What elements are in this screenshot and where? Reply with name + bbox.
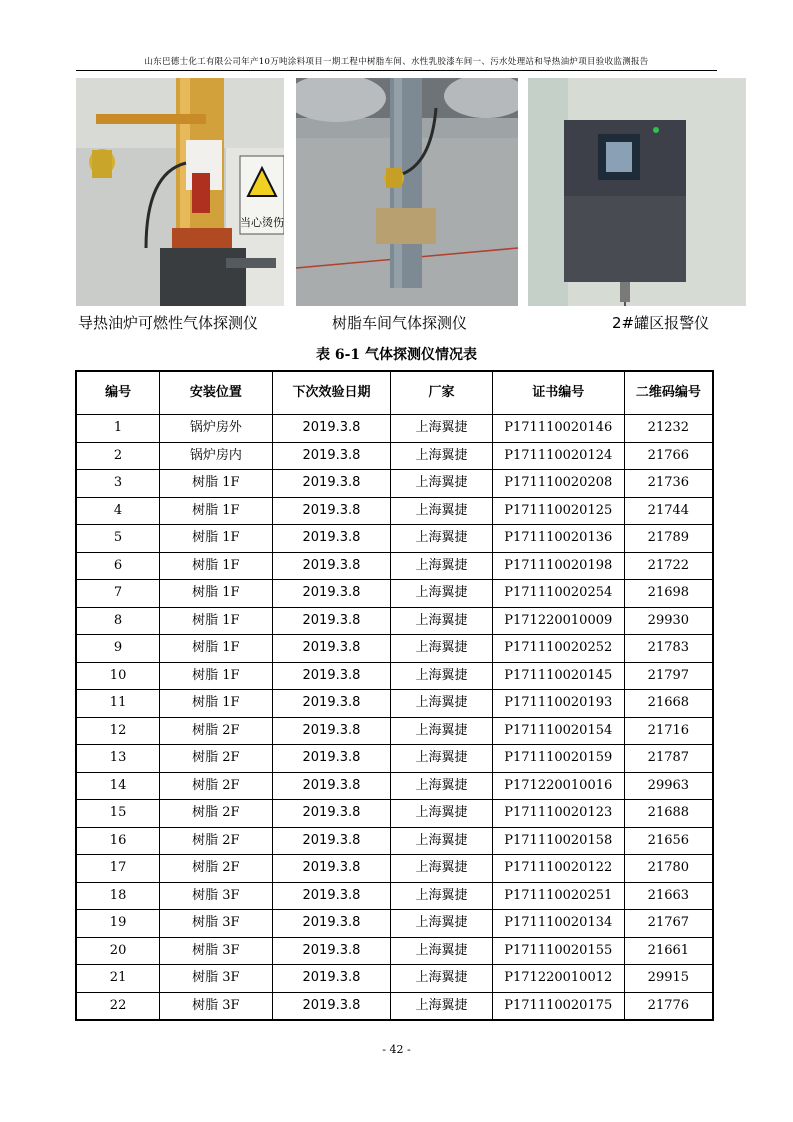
table-row [76,525,713,553]
table-row [76,772,713,800]
cell-date: 2019.3.8 [272,827,391,855]
table-title: 表 6-1 气体探测仪情况表 [315,347,478,363]
cell-qrcode: 21787 [624,745,713,773]
cell-maker: 上海翼捷 [391,800,493,828]
cell-qrcode: 21767 [624,910,713,938]
cell-no: 13 [76,745,160,773]
cell-maker: 上海翼捷 [391,635,493,663]
table-row [76,745,713,773]
cell-certificate: P171110020145 [492,662,624,690]
cell-date: 2019.3.8 [272,855,391,883]
cell-qrcode: 21766 [624,442,713,470]
table-row [76,690,713,718]
cell-certificate: P171110020251 [492,882,624,910]
cell-maker: 上海翼捷 [391,745,493,773]
cell-certificate: P171110020252 [492,635,624,663]
cell-no: 11 [76,690,160,718]
cell-location: 树脂 1F [160,690,272,718]
cell-no: 14 [76,772,160,800]
cell-qrcode: 29915 [624,965,713,993]
cell-qrcode: 21780 [624,855,713,883]
table-row [76,580,713,608]
cell-maker: 上海翼捷 [391,497,493,525]
cell-no: 1 [76,415,160,443]
cell-location: 树脂 2F [160,855,272,883]
table-row [76,992,713,1020]
cell-no: 7 [76,580,160,608]
cell-no: 20 [76,937,160,965]
cell-maker: 上海翼捷 [391,662,493,690]
table-row [76,800,713,828]
table-row [76,965,713,993]
cell-no: 18 [76,882,160,910]
cell-maker: 上海翼捷 [391,992,493,1020]
table-row [76,662,713,690]
cell-certificate: P171110020123 [492,800,624,828]
cell-qrcode: 21663 [624,882,713,910]
cell-maker: 上海翼捷 [391,855,493,883]
cell-location: 树脂 2F [160,800,272,828]
cell-certificate: P171110020155 [492,937,624,965]
cell-date: 2019.3.8 [272,992,391,1020]
cell-no: 10 [76,662,160,690]
cell-qrcode: 21797 [624,662,713,690]
cell-date: 2019.3.8 [272,580,391,608]
cell-qrcode: 21698 [624,580,713,608]
cell-certificate: P171110020134 [492,910,624,938]
cell-no: 9 [76,635,160,663]
cell-certificate: P171110020208 [492,470,624,498]
cell-maker: 上海翼捷 [391,415,493,443]
table-row [76,882,713,910]
cell-qrcode: 29930 [624,607,713,635]
table-header-row [76,371,713,415]
cell-location: 树脂 1F [160,552,272,580]
cell-date: 2019.3.8 [272,442,391,470]
cell-location: 树脂 3F [160,882,272,910]
table-row [76,717,713,745]
cell-maker: 上海翼捷 [391,827,493,855]
cell-qrcode: 21736 [624,470,713,498]
report-header: 山东巴德士化工有限公司年产10万吨涂料项目一期工程中树脂车间、水性乳胶漆车间一、污水处理站和导热油炉项目验收监测报告 [144,57,649,67]
cell-maker: 上海翼捷 [391,690,493,718]
cell-maker: 上海翼捷 [391,717,493,745]
cell-location: 树脂 1F [160,580,272,608]
cell-date: 2019.3.8 [272,497,391,525]
cell-qrcode: 21789 [624,525,713,553]
table-row [76,635,713,663]
cell-date: 2019.3.8 [272,470,391,498]
cell-date: 2019.3.8 [272,800,391,828]
cell-no: 21 [76,965,160,993]
cell-location: 树脂 1F [160,635,272,663]
cell-maker: 上海翼捷 [391,937,493,965]
cell-qrcode: 29963 [624,772,713,800]
cell-maker: 上海翼捷 [391,470,493,498]
cell-location: 树脂 3F [160,937,272,965]
table-row [76,497,713,525]
photo-tank-area-alarm [528,78,746,306]
cell-date: 2019.3.8 [272,965,391,993]
cell-certificate: P171110020146 [492,415,624,443]
photo-caption-2: 树脂车间气体探测仪 [332,314,468,332]
cell-maker: 上海翼捷 [391,910,493,938]
cell-maker: 上海翼捷 [391,442,493,470]
table-row [76,937,713,965]
cell-no: 8 [76,607,160,635]
cell-location: 树脂 2F [160,772,272,800]
cell-location: 树脂 2F [160,827,272,855]
cell-date: 2019.3.8 [272,662,391,690]
cell-qrcode: 21668 [624,690,713,718]
cell-no: 4 [76,497,160,525]
cell-location: 树脂 1F [160,497,272,525]
header-cell-no: 编号 [76,371,160,415]
photo-resin-workshop-detector [296,78,518,306]
cell-maker: 上海翼捷 [391,772,493,800]
cell-no: 5 [76,525,160,553]
cell-location: 树脂 2F [160,717,272,745]
cell-no: 19 [76,910,160,938]
header-cell-location: 安装位置 [160,371,272,415]
cell-qrcode: 21232 [624,415,713,443]
header-cell-next-calibration: 下次效验日期 [272,371,391,415]
cell-maker: 上海翼捷 [391,607,493,635]
cell-maker: 上海翼捷 [391,965,493,993]
cell-no: 16 [76,827,160,855]
cell-no: 6 [76,552,160,580]
header-rule [76,70,717,71]
cell-date: 2019.3.8 [272,772,391,800]
cell-certificate: P171110020124 [492,442,624,470]
photo-sign-text: 当心烫伤 [240,216,284,229]
table-row [76,855,713,883]
cell-qrcode: 21716 [624,717,713,745]
cell-qrcode: 21783 [624,635,713,663]
cell-certificate: P171110020122 [492,855,624,883]
cell-certificate: P171110020158 [492,827,624,855]
cell-qrcode: 21776 [624,992,713,1020]
cell-certificate: P171220010016 [492,772,624,800]
photo-oil-furnace-detector [76,78,284,306]
cell-qrcode: 21722 [624,552,713,580]
photo-caption-3: 2#罐区报警仪 [612,314,710,332]
table-row [76,607,713,635]
cell-date: 2019.3.8 [272,607,391,635]
cell-location: 树脂 1F [160,607,272,635]
cell-location: 锅炉房外 [160,415,272,443]
photo-caption-1: 导热油炉可燃性气体探测仪 [78,314,259,332]
cell-location: 树脂 3F [160,910,272,938]
cell-no: 22 [76,992,160,1020]
cell-certificate: P171110020193 [492,690,624,718]
cell-no: 12 [76,717,160,745]
cell-qrcode: 21744 [624,497,713,525]
cell-date: 2019.3.8 [272,415,391,443]
cell-certificate: P171220010012 [492,965,624,993]
cell-date: 2019.3.8 [272,635,391,663]
cell-no: 3 [76,470,160,498]
cell-location: 树脂 3F [160,965,272,993]
cell-location: 树脂 2F [160,745,272,773]
cell-date: 2019.3.8 [272,717,391,745]
header-cell-qrcode: 二维码编号 [624,371,713,415]
cell-certificate: P171110020175 [492,992,624,1020]
cell-location: 树脂 1F [160,525,272,553]
cell-location: 锅炉房内 [160,442,272,470]
table-row [76,470,713,498]
cell-date: 2019.3.8 [272,745,391,773]
gas-detector-table [75,370,714,1021]
cell-certificate: P171110020154 [492,717,624,745]
table-row [76,827,713,855]
header-cell-manufacturer: 厂家 [391,371,493,415]
cell-date: 2019.3.8 [272,552,391,580]
cell-certificate: P171220010009 [492,607,624,635]
cell-maker: 上海翼捷 [391,525,493,553]
table-row [76,910,713,938]
cell-maker: 上海翼捷 [391,580,493,608]
cell-date: 2019.3.8 [272,937,391,965]
cell-no: 17 [76,855,160,883]
cell-date: 2019.3.8 [272,525,391,553]
header-cell-certificate: 证书编号 [492,371,624,415]
cell-date: 2019.3.8 [272,910,391,938]
cell-date: 2019.3.8 [272,690,391,718]
cell-certificate: P171110020125 [492,497,624,525]
cell-location: 树脂 3F [160,992,272,1020]
cell-qrcode: 21688 [624,800,713,828]
table-row [76,415,713,443]
cell-maker: 上海翼捷 [391,552,493,580]
table-row [76,552,713,580]
cell-date: 2019.3.8 [272,882,391,910]
cell-no: 2 [76,442,160,470]
cell-certificate: P171110020136 [492,525,624,553]
cell-qrcode: 21656 [624,827,713,855]
cell-certificate: P171110020254 [492,580,624,608]
cell-qrcode: 21661 [624,937,713,965]
cell-location: 树脂 1F [160,470,272,498]
table-row [76,442,713,470]
cell-no: 15 [76,800,160,828]
page-number: - 42 - [382,1043,411,1056]
cell-location: 树脂 1F [160,662,272,690]
cell-maker: 上海翼捷 [391,882,493,910]
cell-certificate: P171110020159 [492,745,624,773]
cell-certificate: P171110020198 [492,552,624,580]
